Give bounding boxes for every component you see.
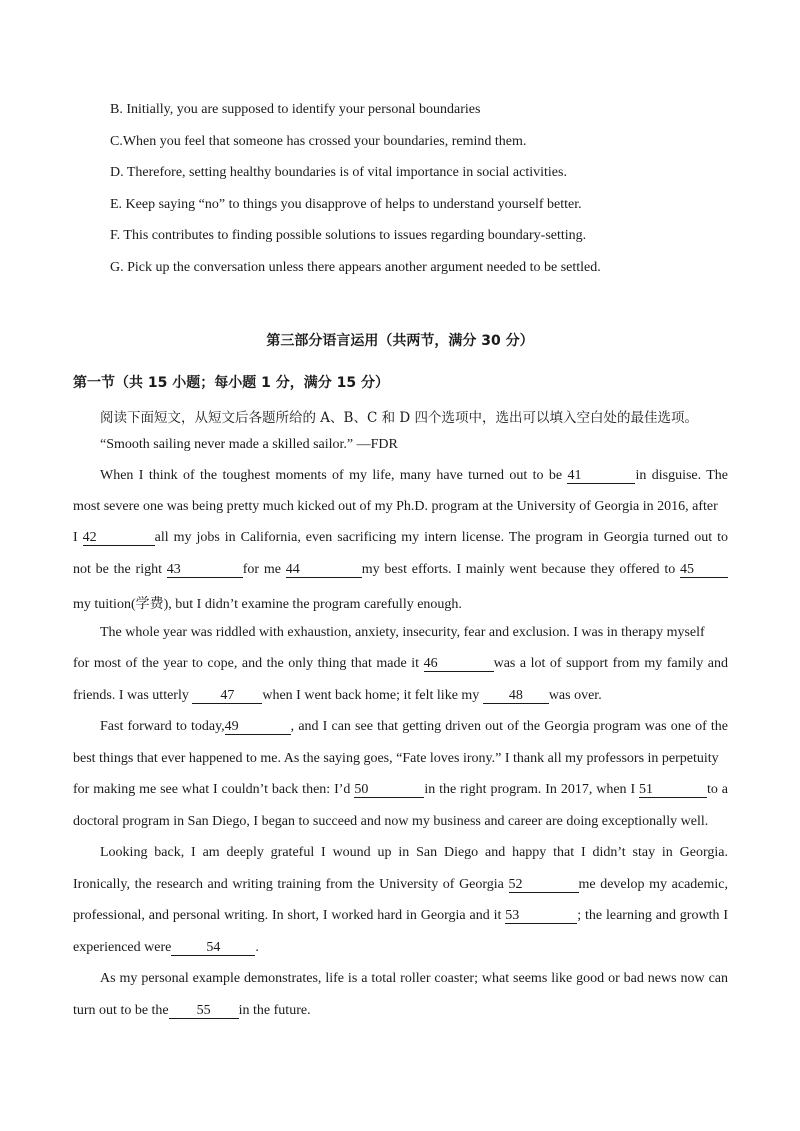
blank-46: 46 (424, 657, 494, 672)
blank-52: 52 (509, 878, 579, 893)
passage-line: my tuition(学费), but I didn’t examine the program carefully enough. (73, 597, 462, 612)
passage-line: friends. I was utterly 47 when I went back home; it felt like my 48 was over. (73, 688, 602, 703)
passage-line: professional, and personal writing. In short, I worked hard in Georgia and it 53 ; the learning and growth I (73, 908, 729, 923)
blank-54: 54 (171, 941, 255, 956)
passage-line: doctoral program in San Diego, I began to succeed and now my business and career are doing exceptionally well. (73, 814, 709, 829)
passage-line: for making me see what I couldn’t back then: I’d 50 in the right program. In 2017, when I 51 to a (73, 782, 729, 797)
option-d: D. Therefore, setting healthy boundaries is of vital importance in social activities. (110, 165, 567, 180)
blank-50: 50 (354, 783, 424, 798)
blank-48: 48 (483, 689, 549, 704)
passage-line: not be the right 43 for me 44 my best efforts. I mainly went because they offered to 45 (73, 562, 728, 578)
passage-line: most severe one was being pretty much kicked out of my Ph.D. program at the University of Georgia in 2016, after (73, 499, 718, 514)
passage-line: best things that ever happened to me. As the saying goes, “Fate loves irony.” I thank all my professors in perpetuity (73, 751, 719, 766)
passage-line: for most of the year to cope, and the only thing that made it 46 was a lot of support from my family and (73, 656, 729, 671)
quote: “Smooth sailing never made a skilled sailor.” —FDR (100, 437, 398, 452)
passage-line: I 42 all my jobs in California, even sacrificing my intern license. The program in Georgia turned out to (73, 530, 728, 545)
blank-55: 55 (169, 1004, 239, 1019)
passage-line: When I think of the toughest moments of my life, many have turned out to be 41 in disguise. The (100, 468, 729, 483)
option-f: F. This contributes to finding possible solutions to issues regarding boundary-setting. (110, 228, 587, 243)
blank-45: 45 (680, 563, 728, 578)
blank-44: 44 (286, 563, 362, 578)
option-c: C.When you feel that someone has crossed your boundaries, remind them. (110, 134, 527, 149)
passage-line: As my personal example demonstrates, life is a total roller coaster; what seems like good or bad news now can (100, 971, 728, 986)
blank-51: 51 (639, 783, 707, 798)
passage-line: turn out to be the 55 in the future. (73, 1003, 311, 1018)
subsection-title: 第一节（共 15 小题；每小题 1 分，满分 15 分） (73, 375, 389, 391)
option-g: G. Pick up the conversation unless there appears another argument needed to be settled. (110, 260, 601, 275)
instructions: 阅读下面短文，从短文后各题所给的 A、B、C 和 D 四个选项中，选出可以填入空白处的最佳选项。 (100, 410, 698, 426)
passage-line: experienced were 54 . (73, 940, 259, 955)
blank-41: 41 (567, 469, 635, 484)
blank-47: 47 (192, 689, 262, 704)
option-e: E. Keep saying “no” to things you disapprove of helps to understand yourself better. (110, 197, 582, 212)
blank-43: 43 (167, 563, 243, 578)
passage-line: Ironically, the research and writing training from the University of Georgia 52 me develop my academic, (73, 877, 728, 892)
passage-line: The whole year was riddled with exhaustion, anxiety, insecurity, fear and exclusion. I was in therapy myself (100, 625, 705, 640)
blank-49: 49 (225, 720, 291, 735)
blank-53: 53 (505, 909, 577, 924)
section-title: 第三部分语言运用（共两节，满分 30 分） (266, 333, 534, 349)
option-b: B. Initially, you are supposed to identify your personal boundaries (110, 102, 481, 117)
blank-42: 42 (83, 531, 155, 546)
passage-line: Fast forward to today,49 , and I can see that getting driven out of the Georgia program was one of the (100, 719, 728, 734)
passage-line: Looking back, I am deeply grateful I wound up in San Diego and happy that I didn’t stay in Georgia. (100, 845, 728, 860)
